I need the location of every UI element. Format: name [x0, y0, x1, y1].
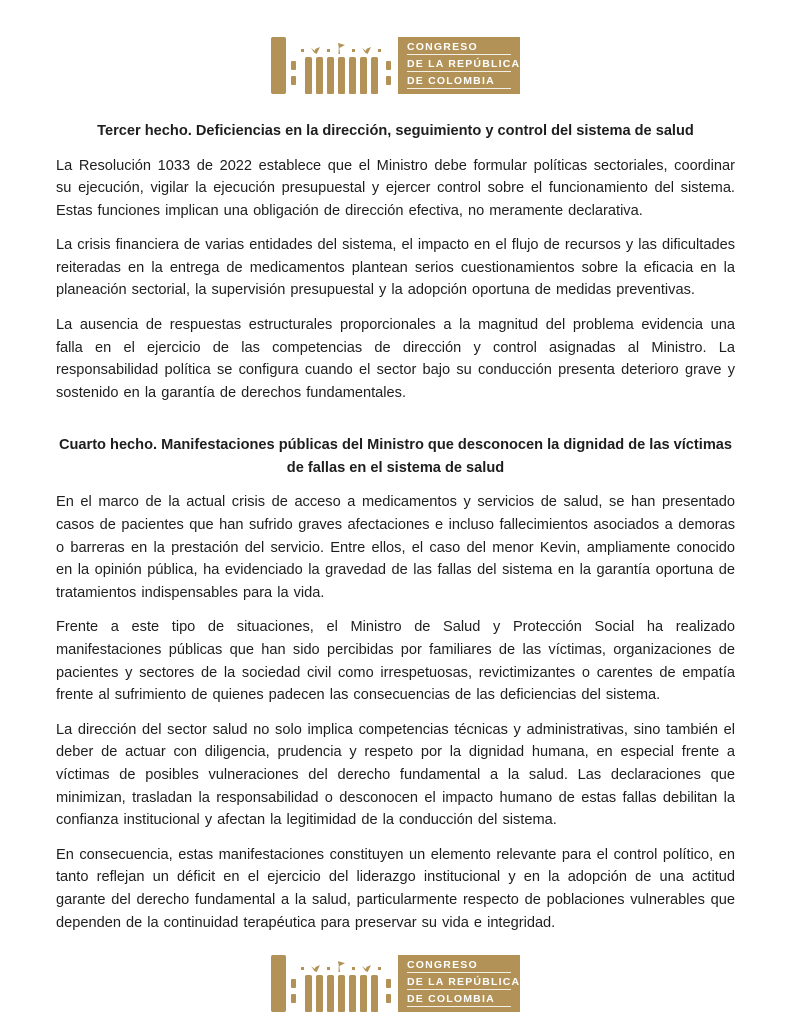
section-heading: Cuarto hecho. Manifestaciones públicas del Ministro que desconocen la dignidad de las víctimas de fallas en el sistema de salud: [58, 437, 733, 476]
logo-big-bar: [271, 955, 286, 1012]
logo-ornaments: [301, 42, 381, 54]
logo-column-bars: [305, 57, 378, 94]
column-bar: [305, 975, 312, 1012]
column-bar: [327, 57, 334, 94]
congress-logo-footer: [56, 952, 735, 1012]
logo-text-line: DE LA REPÚBLICA: [407, 58, 521, 70]
logo-ornaments: [301, 960, 381, 972]
dot-icon: [378, 967, 381, 970]
logo-text-line: DE COLOMBIA: [407, 993, 511, 1007]
column-bar: [316, 975, 323, 1012]
dot-icon: [327, 49, 330, 52]
logo-wordmark: [398, 955, 520, 1012]
flag-icon: [337, 43, 345, 54]
bird-icon: [362, 47, 371, 54]
congress-logo-header: [56, 34, 735, 94]
paragraph: La crisis financiera de varias entidades del sistema, el impacto en el flujo de recursos y las dificultades reiteradas en la entrega de medicamentos plantean serios cuestionamientos sobre la eficacia en la planeación sectorial, la supervisión presupuestal y la adopción oportuna de medidas preventivas.: [56, 237, 735, 299]
dot-icon: [327, 967, 330, 970]
column-bar: [338, 975, 345, 1012]
dot-icon: [301, 49, 304, 52]
logo-colon-right: [386, 61, 391, 85]
logo-text-line: CONGRESO: [407, 41, 511, 55]
section-tercer-hecho: [56, 120, 735, 404]
logo-text-line: DE LA REPÚBLICA: [407, 976, 521, 989]
logo-colon-left: [291, 979, 296, 1003]
column-bar: [305, 57, 312, 94]
column-bar: [371, 57, 378, 94]
logo-text-line: CONGRESO: [407, 959, 511, 973]
logo-columns: [301, 42, 381, 94]
paragraph: La ausencia de respuestas estructurales proporcionales a la magnitud del problema evidencia una falla en el ejercicio de las competencias de dirección y control asignadas al Ministro. La responsabilidad política se configura cuando el sector bajo su conducción presenta deterioro grave y sostenido en la garantía de derechos fundamentales.: [56, 317, 735, 401]
capitol-columns-icon: [271, 34, 391, 94]
logo-columns: [301, 960, 381, 1012]
flag-icon: [337, 961, 345, 972]
column-bar: [349, 975, 356, 1012]
bird-icon: [311, 965, 320, 972]
logo-text-line: DE COLOMBIA: [407, 75, 511, 89]
section-heading: Tercer hecho. Deficiencias en la dirección, seguimiento y control del sistema de salud: [97, 123, 694, 139]
paragraph: La Resolución 1033 de 2022 establece que el Ministro debe formular políticas sectoriales, coordinar su ejecución, vigilar la ejecución presupuestal y ejercer control sobre el funcionamiento del sistema. Estas funciones implican una obligación de dirección efectiva, no meramente declarativa.: [56, 157, 735, 219]
logo-colon-left: [291, 61, 296, 85]
dot-icon: [352, 967, 355, 970]
bird-icon: [311, 47, 320, 54]
capitol-columns-icon: [271, 952, 391, 1012]
paragraph: Frente a este tipo de situaciones, el Ministro de Salud y Protección Social ha realizado manifestaciones públicas que han sido percibidas por familiares de las víctimas, organizaciones de pacientes y sectores de la sociedad civil como irrespetuosas, revictimizantes o carentes de empatía frente al sufrimiento de quienes padecen las consecuencias de las deficiencias del sistema.: [56, 619, 735, 704]
document-content: [56, 120, 735, 934]
column-bar: [316, 57, 323, 94]
dot-icon: [378, 49, 381, 52]
column-bar: [360, 975, 367, 1012]
column-bar: [349, 57, 356, 94]
paragraph: La dirección del sector salud no solo implica competencias técnicas y administrativas, sino también el deber de actuar con diligencia, prudencia y respeto por la dignidad humana, en especial frente a víctimas de posibles vulneraciones del derecho fundamental a la salud. Las declaraciones que minimizan, trasladan la responsabilidad o desconocen el impacto humano de estas fallas debilitan la confianza institucional y afectan la legitimidad de la conducción del sistema.: [56, 721, 735, 829]
paragraph: En consecuencia, estas manifestaciones constituyen un elemento relevante para el control político, en tanto reflejan un déficit en el ejercicio del liderazgo institucional y en la adopción de una actitud garante del derecho fundamental a la salud, particularmente respecto de poblaciones vulnerables que dependen de la continuidad terapéutica para preservar su vida e integridad.: [56, 846, 735, 931]
logo-colon-right: [386, 979, 391, 1003]
dot-icon: [301, 967, 304, 970]
logo-wordmark: [398, 37, 520, 94]
column-bar: [327, 975, 334, 1012]
logo-column-bars: [305, 975, 378, 1012]
column-bar: [338, 57, 345, 94]
column-bar: [371, 975, 378, 1012]
logo-big-bar: [271, 37, 286, 94]
dot-icon: [352, 49, 355, 52]
bird-icon: [362, 965, 371, 972]
column-bar: [360, 57, 367, 94]
paragraph: En el marco de la actual crisis de acceso a medicamentos y servicios de salud, se han presentado casos de pacientes que han sufrido graves afectaciones e incluso fallecimientos asociados a demoras o barreras en la prestación del servicio. Entre ellos, el caso del menor Kevin, ampliamente conocido en la opinión pública, ha evidenciado la gravedad de las fallas del sistema en la garantía oportuna de tratamientos indispensables para la vida.: [56, 494, 735, 601]
section-cuarto-hecho: [56, 434, 735, 934]
